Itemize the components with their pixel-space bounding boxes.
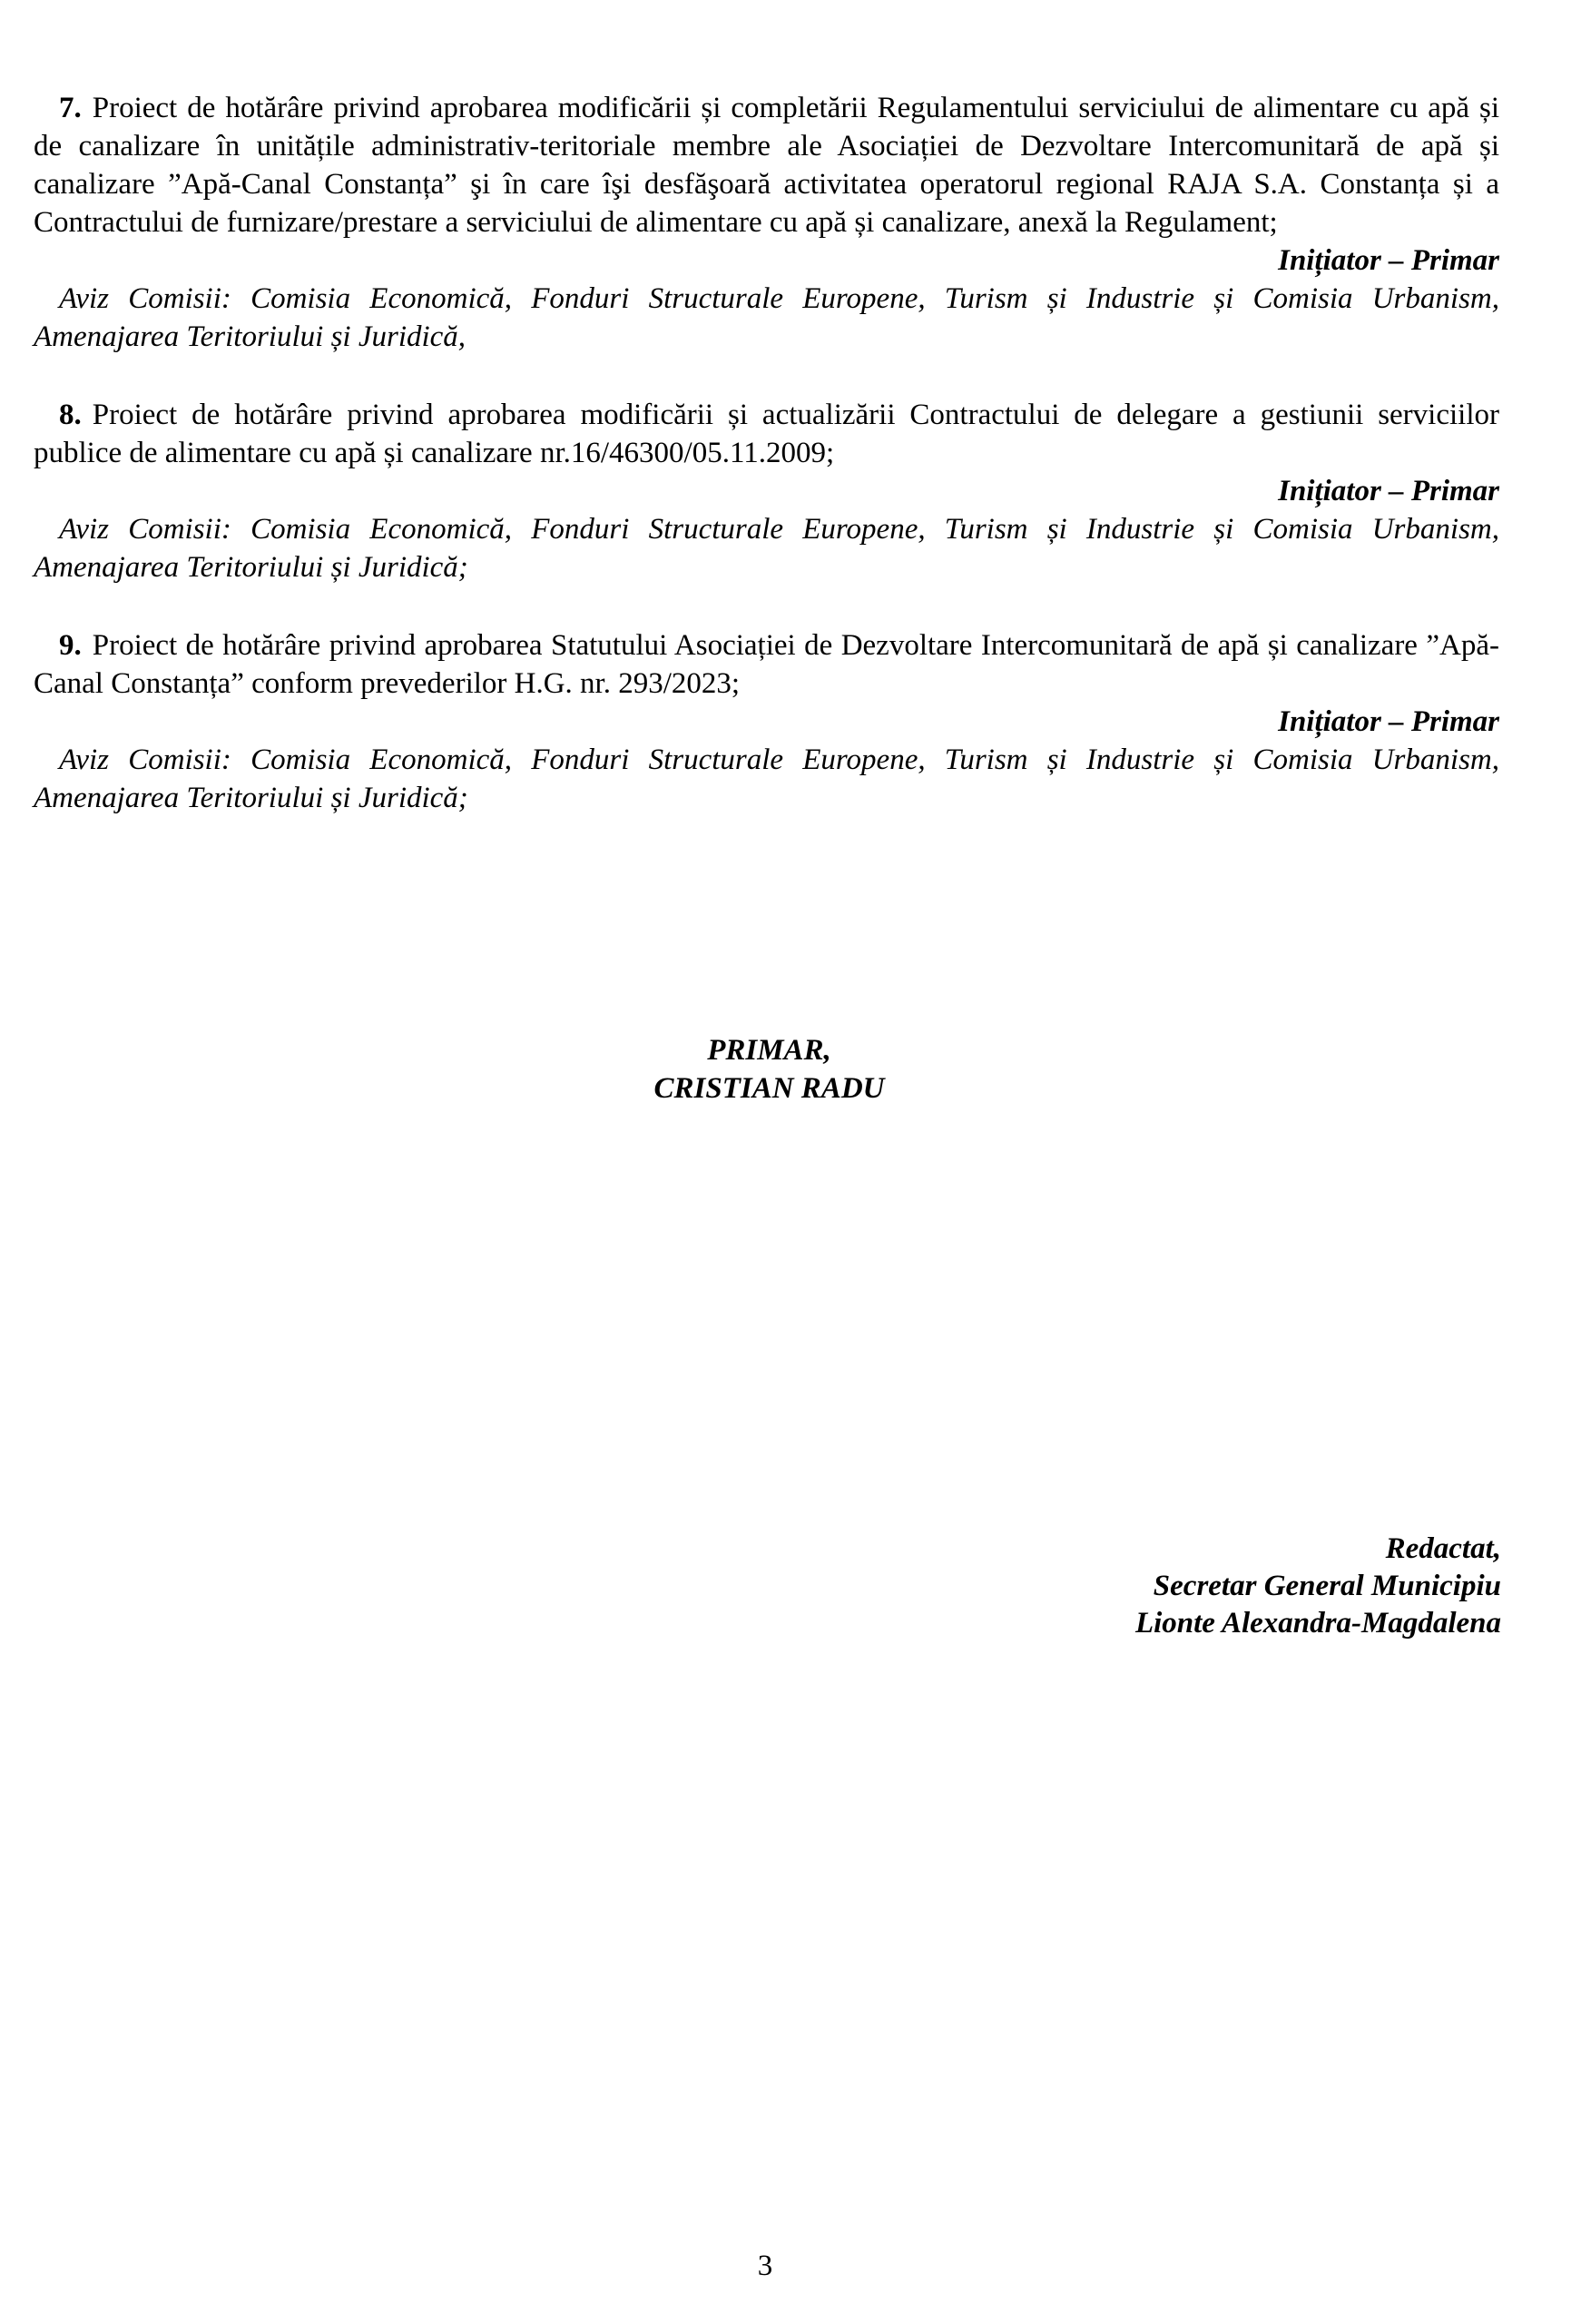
agenda-items (34, 89, 1499, 817)
item-number: 7. (59, 92, 82, 124)
initiator-label: Inițiator – Primar (1278, 244, 1499, 277)
drafter-name: Lionte Alexandra-Magdalena (1134, 1607, 1501, 1640)
item-number: 8. (59, 399, 82, 431)
initiator-label: Inițiator – Primar (1278, 705, 1499, 738)
committee-opinion: Aviz Comisii: Comisia Economică, Fonduri Structurale Europene, Turism și Industrie și Comisia Urbanism, Amenajarea Teritoriului și Juridică, (34, 282, 1499, 353)
drafter-role: Secretar General Municipiu (1153, 1570, 1501, 1602)
item-number: 9. (59, 629, 82, 662)
drafted-label: Redactat, (1385, 1532, 1501, 1565)
agenda-item-9 (34, 626, 1499, 817)
item-text (34, 626, 1499, 703)
drafted-by-block (866, 1531, 1501, 1642)
spacer (34, 356, 1499, 396)
committee-opinion: Aviz Comisii: Comisia Economică, Fonduri Structurale Europene, Turism și Industrie și Comisia Urbanism, Amenajarea Teritoriului și Juridică; (34, 743, 1499, 814)
mayor-title: PRIMAR, (707, 1034, 831, 1067)
agenda-item-8 (34, 396, 1499, 586)
initiator-label: Inițiator – Primar (1278, 475, 1499, 507)
spacer (34, 586, 1499, 626)
agenda-item-7 (34, 89, 1499, 356)
page-number: 3 (757, 2250, 773, 2282)
mayor-name: CRISTIAN RADU (653, 1072, 885, 1105)
item-text (34, 89, 1499, 241)
item-description: Proiect de hotărâre privind aprobarea modificării și actualizării Contractului de delegare a gestiunii serviciilor publice de alimentare cu apă și canalizare nr.16/46300/05.11.2009; (34, 399, 1499, 469)
mayor-signature-block (545, 1031, 994, 1108)
committee-opinion: Aviz Comisii: Comisia Economică, Fonduri Structurale Europene, Turism și Industrie și Comisia Urbanism, Amenajarea Teritoriului și Juridică; (34, 513, 1499, 584)
item-description: Proiect de hotărâre privind aprobarea Statutului Asociației de Dezvoltare Intercomunitară de apă și canalizare ”Apă-Canal Constanța” conform prevederilor H.G. nr. 293/2023; (34, 629, 1499, 700)
item-description: Proiect de hotărâre privind aprobarea modificării și completării Regulamentului serviciului de alimentare cu apă și de canalizare în unitățile administrativ-teritoriale membre ale Asociației de Dezvoltare Intercomunitară de apă și canalizare ”Apă-Canal Constanța” şi în care îşi desfăşoară activitatea operatorul regional RAJA S.A. Constanța și a Contractului de furnizare/prestare a serviciului de alimentare cu apă și canalizare, anexă la Regulament; (34, 92, 1499, 239)
item-text (34, 396, 1499, 472)
